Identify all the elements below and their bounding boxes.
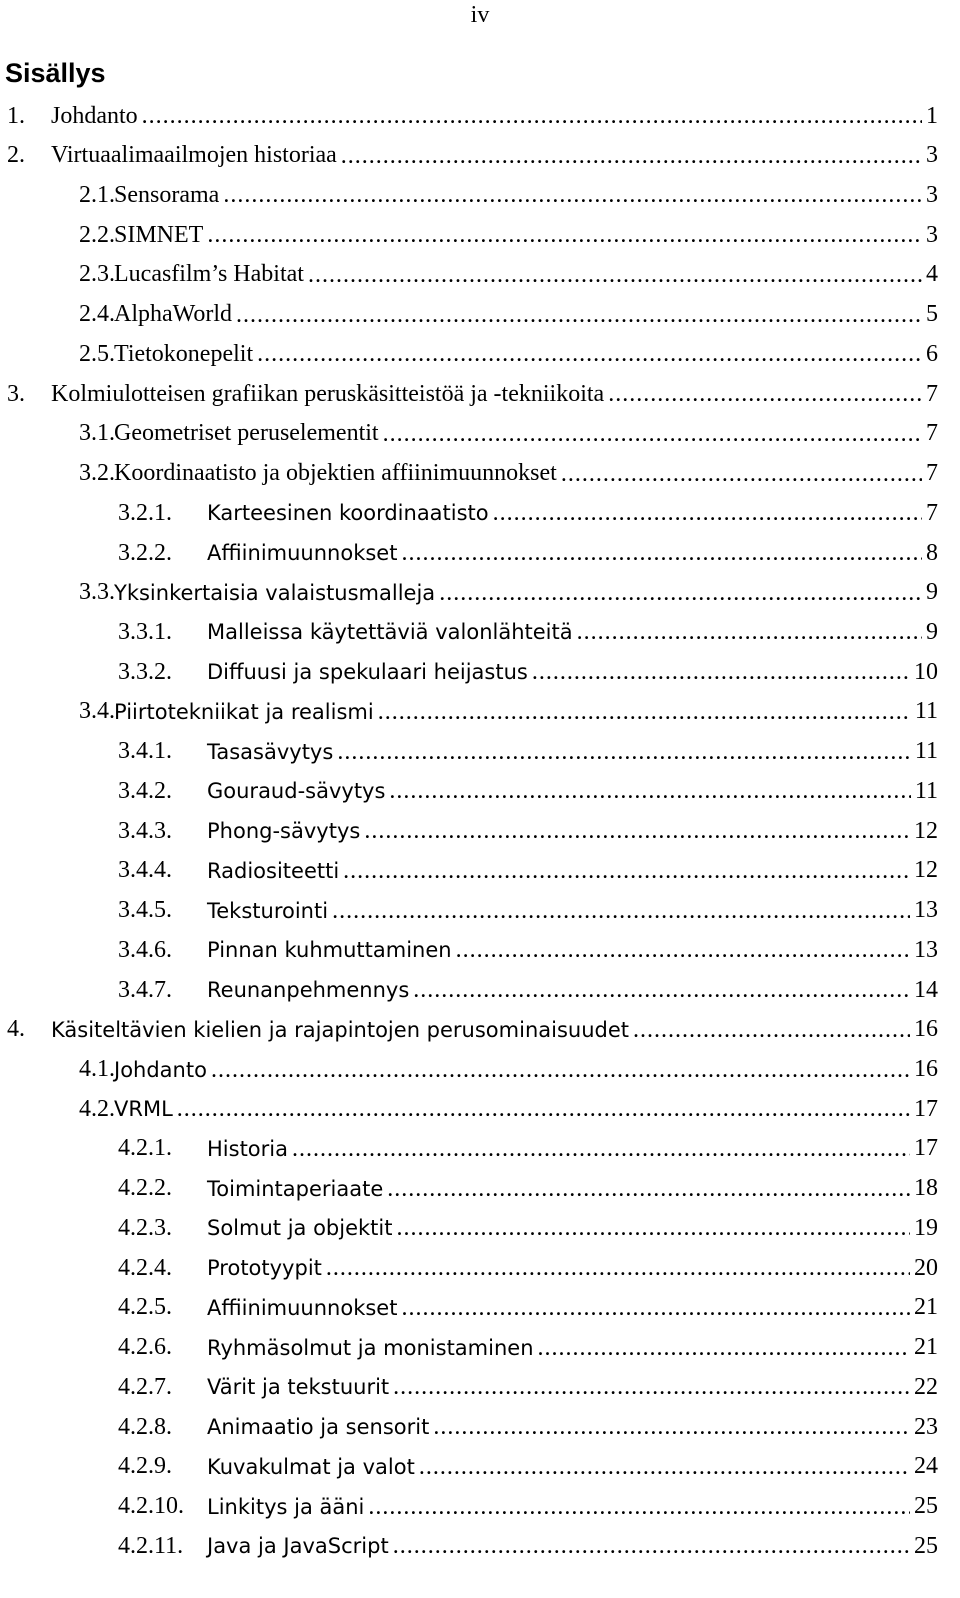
toc-entry-number: 4.2. xyxy=(79,1095,115,1122)
toc-entry-number: 4.2.3. xyxy=(118,1214,172,1241)
toc-entry[interactable] xyxy=(118,1407,938,1447)
dot-leader xyxy=(332,899,910,923)
toc-entry[interactable] xyxy=(118,1526,938,1566)
toc-entry-title: VRML xyxy=(114,1097,173,1122)
toc-entry-title: Johdanto xyxy=(51,102,138,129)
toc-entry[interactable] xyxy=(118,1169,938,1209)
toc-entry[interactable] xyxy=(118,1487,938,1527)
toc-entry-number: 3.3.2. xyxy=(118,658,172,685)
toc-entry-page: 9 xyxy=(926,579,938,606)
dot-leader xyxy=(207,223,922,247)
toc-entry-title: Värit ja tekstuurit xyxy=(207,1375,390,1400)
toc-entry[interactable] xyxy=(118,1288,938,1328)
toc-entry-number: 4.1. xyxy=(79,1056,115,1083)
toc-entry-page: 16 xyxy=(914,1056,938,1083)
toc-entry[interactable] xyxy=(79,175,938,215)
toc-entry-number: 3.4.6. xyxy=(118,936,172,963)
toc-entry-number: 3.3. xyxy=(79,579,115,606)
toc-entry-title: Linkitys ja ääni xyxy=(207,1494,365,1519)
dot-leader xyxy=(142,104,922,128)
toc-entry-page: 20 xyxy=(914,1254,938,1281)
dot-leader xyxy=(383,422,922,446)
toc-entry-page: 23 xyxy=(914,1413,938,1440)
toc-entry-page: 17 xyxy=(914,1095,938,1122)
toc-entry-page: 5 xyxy=(926,301,938,328)
toc-entry-number: 3.4.7. xyxy=(118,976,172,1003)
toc-entry-title: Karteesinen koordinaatisto xyxy=(207,501,489,526)
dot-leader xyxy=(439,581,922,605)
toc-entry-page: 8 xyxy=(926,539,938,566)
toc-entry-page: 3 xyxy=(926,221,938,248)
toc-entry[interactable] xyxy=(118,811,938,851)
toc-entry-title: Affiinimuunnokset xyxy=(207,1295,398,1320)
toc-entry[interactable] xyxy=(79,573,938,613)
toc-entry[interactable] xyxy=(118,1367,938,1407)
dot-leader xyxy=(308,263,922,287)
toc-entry-page: 24 xyxy=(914,1453,938,1480)
toc-entry-number: 3.3.1. xyxy=(118,618,172,645)
toc-title: Sisällys xyxy=(5,58,106,88)
toc-entry-title: Tasasävytys xyxy=(207,739,334,764)
toc-entry[interactable] xyxy=(118,771,938,811)
toc-entry-title: AlphaWorld xyxy=(114,301,233,328)
toc-entry-title: Java ja JavaScript xyxy=(207,1534,389,1559)
dot-leader xyxy=(343,859,910,883)
dot-leader xyxy=(396,1216,910,1240)
toc-entry-page: 21 xyxy=(914,1294,938,1321)
toc-entry-title: Piirtotekniikat ja realismi xyxy=(114,699,374,724)
toc-entry-title: Lucasfilm’s Habitat xyxy=(114,261,304,288)
toc-entry-number: 4.2.4. xyxy=(118,1254,172,1281)
dot-leader xyxy=(257,342,922,366)
toc-entry-page: 22 xyxy=(914,1373,938,1400)
toc-entry-title: Yksinkertaisia valaistusmalleja xyxy=(114,580,436,605)
dot-leader xyxy=(364,819,910,843)
toc-entry-page: 11 xyxy=(914,698,938,725)
toc-entry-number: 4.2.9. xyxy=(118,1453,172,1480)
toc-entry-page: 25 xyxy=(914,1532,938,1559)
toc-entry-page: 25 xyxy=(914,1493,938,1520)
toc-entry-page: 10 xyxy=(914,658,938,685)
toc-entry-number: 2.4. xyxy=(79,301,115,328)
toc-entry-number: 3.4.5. xyxy=(118,897,172,924)
dot-leader xyxy=(577,620,922,644)
toc-entry-title: Prototyypit xyxy=(207,1256,322,1281)
toc-entry-title: Kuvakulmat ja valot xyxy=(207,1454,415,1479)
dot-leader xyxy=(419,1455,910,1479)
toc-entry[interactable] xyxy=(7,1010,938,1050)
toc-entry[interactable] xyxy=(118,1208,938,1248)
toc-entry[interactable] xyxy=(118,851,938,891)
toc-entry[interactable] xyxy=(7,374,938,414)
dot-leader xyxy=(223,183,922,207)
toc-entry-number: 4.2.6. xyxy=(118,1334,172,1361)
dot-leader xyxy=(532,660,910,684)
toc-entry-title: Historia xyxy=(207,1136,288,1161)
toc-entry-number: 2.3. xyxy=(79,261,115,288)
toc-entry-page: 16 xyxy=(914,1016,938,1043)
toc-entry-number: 3.4.1. xyxy=(118,738,172,765)
toc-entry-number: 3.4. xyxy=(79,698,115,725)
toc-entry-page: 7 xyxy=(926,460,938,487)
page-number: iv xyxy=(470,2,490,28)
toc-entry-page: 13 xyxy=(914,897,938,924)
toc-entry-number: 2.5. xyxy=(79,340,115,367)
dot-leader xyxy=(211,1058,910,1082)
toc-entry-number: 3.2.1. xyxy=(118,499,172,526)
toc-entry-title: Kolmiulotteisen grafiikan peruskäsitteistöä ja -tekniikoita xyxy=(51,380,605,407)
toc-entry[interactable] xyxy=(79,1050,938,1090)
dot-leader xyxy=(177,1097,910,1121)
toc-entry[interactable] xyxy=(79,215,938,255)
toc-entry-title: Koordinaatisto ja objektien affiinimuunnokset xyxy=(114,460,557,487)
toc-entry-page: 21 xyxy=(914,1334,938,1361)
toc-entry-page: 7 xyxy=(926,420,938,447)
dot-leader xyxy=(378,700,911,724)
toc-entry-page: 3 xyxy=(926,142,938,169)
toc-entry[interactable] xyxy=(118,652,938,692)
toc-entry-number: 3.1. xyxy=(79,420,115,447)
toc-entry-number: 1. xyxy=(7,102,25,129)
dot-leader xyxy=(401,1296,910,1320)
toc-entry-number: 4.2.2. xyxy=(118,1175,172,1202)
toc-entry-title: Sensorama xyxy=(114,181,220,208)
toc-entry-title: Käsiteltävien kielien ja rajapintojen perusominaisuudet xyxy=(51,1017,630,1042)
dot-leader xyxy=(401,541,922,565)
toc-entry-title: Pinnan kuhmuttaminen xyxy=(207,938,452,963)
toc-entry[interactable] xyxy=(118,891,938,931)
toc-entry-number: 3. xyxy=(7,380,25,407)
dot-leader xyxy=(337,740,911,764)
dot-leader xyxy=(433,1415,910,1439)
dot-leader xyxy=(292,1137,910,1161)
toc-entry[interactable] xyxy=(7,96,938,136)
toc-entry-title: Ryhmäsolmut ja monistaminen xyxy=(207,1335,534,1360)
toc-entry-number: 2.2. xyxy=(79,221,115,248)
toc-entry-title: Affiinimuunnokset xyxy=(207,541,398,566)
toc-entry-page: 3 xyxy=(926,181,938,208)
dot-leader xyxy=(368,1495,910,1519)
dot-leader xyxy=(389,779,910,803)
toc-entry-title: Solmut ja objektit xyxy=(207,1216,393,1241)
toc-entry-number: 4.2.1. xyxy=(118,1135,172,1162)
toc-entry[interactable] xyxy=(118,612,938,652)
toc-entry-page: 9 xyxy=(926,618,938,645)
dot-leader xyxy=(387,1177,910,1201)
dot-leader xyxy=(538,1336,910,1360)
toc-entry-page: 14 xyxy=(914,976,938,1003)
toc-entry[interactable] xyxy=(118,493,938,533)
toc-entry[interactable] xyxy=(79,1089,938,1129)
toc-entry-number: 4.2.5. xyxy=(118,1294,172,1321)
toc-entry[interactable] xyxy=(118,1447,938,1487)
toc-entry-number: 4.2.8. xyxy=(118,1413,172,1440)
dot-leader xyxy=(393,1375,910,1399)
toc-entry-number: 3.2. xyxy=(79,460,115,487)
toc-entry[interactable] xyxy=(79,295,938,335)
toc-entry-number: 3.4.2. xyxy=(118,777,172,804)
toc-entry-number: 3.4.4. xyxy=(118,857,172,884)
toc-entry-page: 7 xyxy=(926,499,938,526)
dot-leader xyxy=(456,938,910,962)
toc-entry-number: 2. xyxy=(7,142,25,169)
toc-entry-title: Phong-sävytys xyxy=(207,819,361,844)
toc-entry[interactable] xyxy=(7,136,938,176)
toc-entry-page: 12 xyxy=(914,857,938,884)
toc-entry-title: Radiositeetti xyxy=(207,858,340,883)
toc-entry[interactable] xyxy=(79,454,938,494)
dot-leader xyxy=(326,1256,910,1280)
dot-leader xyxy=(608,382,922,406)
toc-entry[interactable] xyxy=(118,970,938,1010)
dot-leader xyxy=(633,1018,910,1042)
dot-leader xyxy=(393,1534,910,1558)
toc-entry-page: 11 xyxy=(914,738,938,765)
dot-leader xyxy=(341,144,922,168)
toc-entry-number: 4. xyxy=(7,1016,25,1043)
toc-entry-title: Tietokonepelit xyxy=(114,340,254,367)
toc-entry-page: 7 xyxy=(926,380,938,407)
toc-entry[interactable] xyxy=(118,1129,938,1169)
toc-entry-title: Geometriset peruselementit xyxy=(114,420,379,447)
toc-entry-title: Malleissa käytettäviä valonlähteitä xyxy=(207,620,573,645)
toc-entry[interactable] xyxy=(118,1248,938,1288)
toc-entry-page: 11 xyxy=(914,777,938,804)
toc-entry-title: Gouraud-sävytys xyxy=(207,779,386,804)
toc-entry[interactable] xyxy=(118,533,938,573)
toc-entry-number: 3.4.3. xyxy=(118,817,172,844)
toc-entry-number: 4.2.7. xyxy=(118,1373,172,1400)
toc-entry-number: 3.2.2. xyxy=(118,539,172,566)
toc-entry-page: 4 xyxy=(926,261,938,288)
toc-entry[interactable] xyxy=(79,334,938,374)
toc-entry-page: 1 xyxy=(926,102,938,129)
toc-entry-page: 19 xyxy=(914,1214,938,1241)
toc-entry-number: 2.1. xyxy=(79,181,115,208)
toc-entry[interactable] xyxy=(79,255,938,295)
dot-leader xyxy=(493,501,922,525)
toc-entry-page: 17 xyxy=(914,1135,938,1162)
toc-entry-page: 18 xyxy=(914,1175,938,1202)
toc-entry[interactable] xyxy=(118,732,938,772)
toc-entry-title: Reunanpehmennys xyxy=(207,978,410,1003)
toc-entry[interactable] xyxy=(118,930,938,970)
toc-entry-page: 13 xyxy=(914,936,938,963)
toc-entry-number: 4.2.11. xyxy=(118,1532,184,1559)
toc-entry-title: Virtuaalimaailmojen historiaa xyxy=(51,142,337,169)
toc-entry[interactable] xyxy=(79,414,938,454)
toc-entry-page: 6 xyxy=(926,340,938,367)
toc-entry-title: SIMNET xyxy=(114,221,204,248)
toc-entry-title: Johdanto xyxy=(114,1057,207,1082)
toc-entry-page: 12 xyxy=(914,817,938,844)
toc-entry-title: Diffuusi ja spekulaari heijastus xyxy=(207,660,528,685)
dot-leader xyxy=(236,303,922,327)
dot-leader xyxy=(413,978,910,1002)
toc-entry-title: Toimintaperiaate xyxy=(207,1176,384,1201)
toc-entry[interactable] xyxy=(118,1328,938,1368)
toc-entry[interactable] xyxy=(79,692,938,732)
toc-entry-title: Teksturointi xyxy=(207,898,329,923)
toc-entry-title: Animaatio ja sensorit xyxy=(207,1415,430,1440)
toc-entry-number: 4.2.10. xyxy=(118,1493,184,1520)
dot-leader xyxy=(561,462,922,486)
